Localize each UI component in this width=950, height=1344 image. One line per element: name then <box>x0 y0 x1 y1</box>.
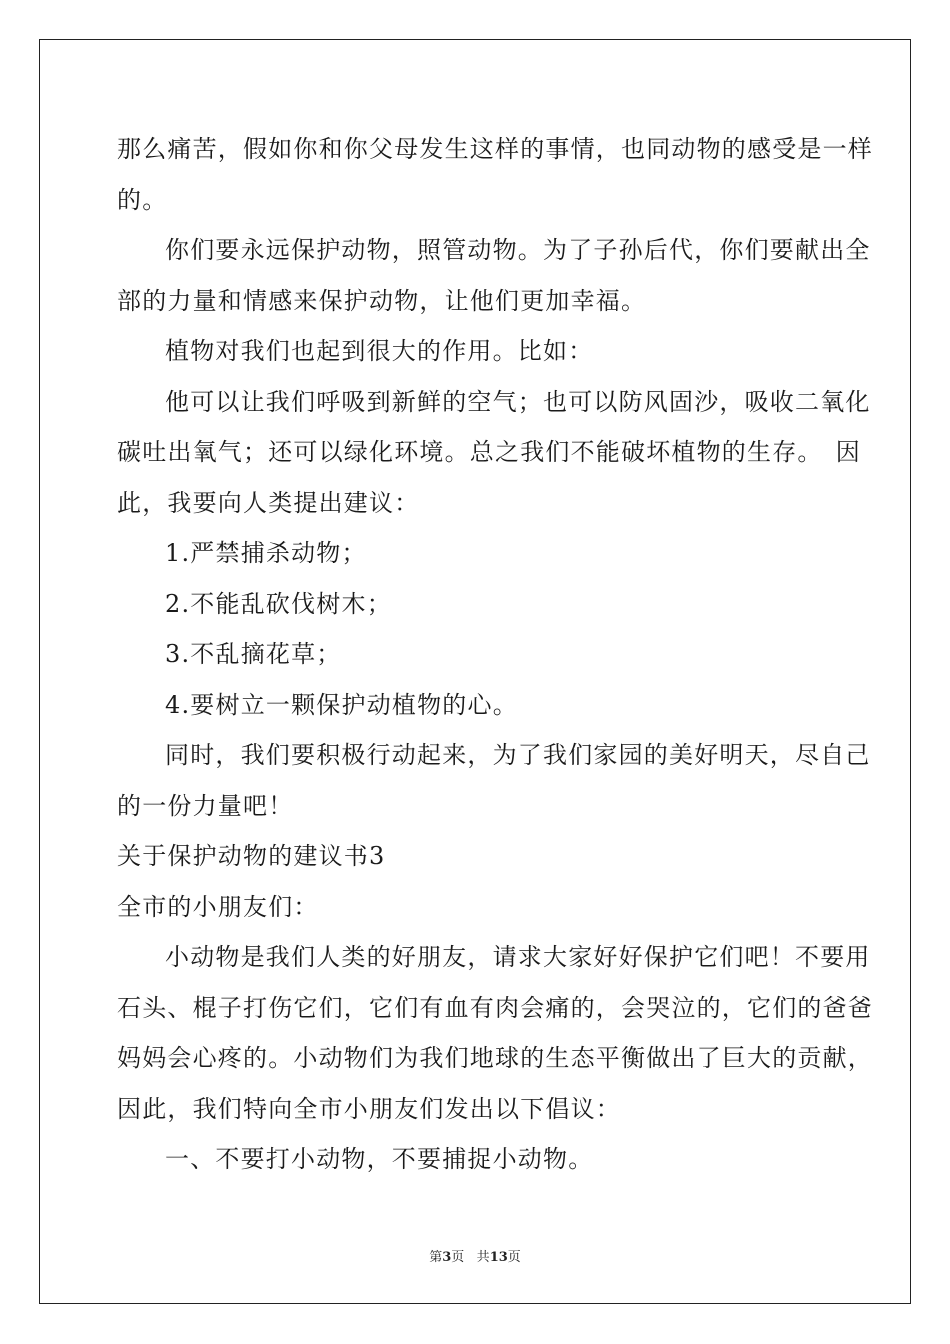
total-prefix: 共 <box>476 1250 490 1265</box>
list-item: 1.严禁捕杀动物； <box>165 539 367 567</box>
text-line: 因此，我们特向全市小朋友们发出以下倡议： <box>117 1094 621 1123</box>
list-item: 2.不能乱砍伐树木； <box>165 589 392 618</box>
text-line: 部的力量和情感来保护动物，让他们更加幸福。 <box>117 286 647 315</box>
text-line: 小动物是我们人类的好朋友，请求大家好好保护它们吧！不要用 <box>165 943 871 971</box>
page-footer <box>0 1246 950 1265</box>
text-line: 碳吐出氧气；还可以绿化环境。总之我们不能破坏植物的生存。 因 <box>117 438 861 466</box>
page-suffix: 页 <box>451 1250 465 1265</box>
text-line: 同时，我们要积极行动起来，为了我们家园的美好明天，尽自己 <box>165 741 871 769</box>
list-item: 4.要树立一颗保护动植物的心。 <box>165 690 518 719</box>
page-number: 3 <box>442 1250 452 1265</box>
page-prefix: 第 <box>429 1250 443 1265</box>
document-body <box>117 124 873 1185</box>
total-suffix: 页 <box>507 1250 521 1265</box>
text-line: 你们要永远保护动物，照管动物。为了子孙后代，你们要献出全 <box>165 236 871 264</box>
total-pages: 13 <box>489 1250 508 1265</box>
section-title: 关于保护动物的建议书3 <box>117 842 386 870</box>
text-line: 的。 <box>117 185 168 214</box>
text-line: 那么痛苦，假如你和你父母发生这样的事情，也同动物的感受是一样 <box>117 135 873 163</box>
text-line: 石头、棍子打伤它们，它们有血有肉会痛的，会哭泣的，它们的爸爸 <box>117 993 873 1022</box>
text-line: 植物对我们也起到很大的作用。比如： <box>165 337 594 365</box>
text-line: 他可以让我们呼吸到新鲜的空气；也可以防风固沙，吸收二氧化 <box>165 387 871 416</box>
text-line: 一、不要打小动物，不要捕捉小动物。 <box>165 1145 594 1173</box>
text-line: 此，我要向人类提出建议： <box>117 488 420 517</box>
salutation: 全市的小朋友们： <box>117 892 319 921</box>
list-item: 3.不乱摘花草； <box>165 640 342 668</box>
text-line: 妈妈会心疼的。小动物们为我们地球的生态平衡做出了巨大的贡献， <box>117 1044 873 1072</box>
text-line: 的一份力量吧！ <box>117 791 294 820</box>
